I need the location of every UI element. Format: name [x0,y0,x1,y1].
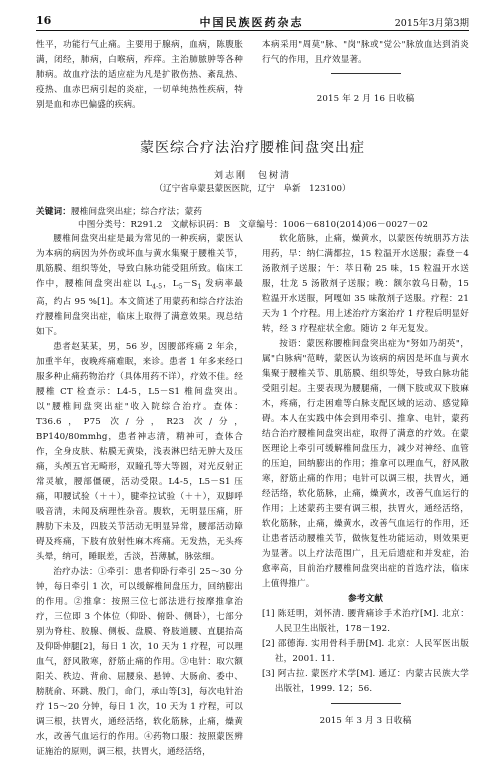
classification-line: 中图分类号：R291.2 文献标识码：B 文章编号：1006－6810(2014)06－0027－02 [78,220,429,230]
reference-3: [3] 阿古拉. 蒙医疗术学[M]. 通辽：内蒙古民族大学出版社，1999. 12；56. [262,669,469,694]
left-para-3: 治疗办法：①牵引：患者仰卧行牵引 25～30 分钟，每日牵引 1 次，可以缓解椎间盘压力，回纳膨出的作用。②推拿：按照三位七部法进行按摩推拿治疗，三位即 3 个体位（仰卧、俯卧、侧卧），七部分别为脊柱、胶腺、侧板、盘膜、脊肢道腰、直腿抬高及仰卧伸腿[2]，每日 1 次，10 天为 1 疗程，可以理血气，舒风散寒，舒筋止痛的作用。③电针：取穴额阳关、秩边、背俞、屈腰泉、悬钟、大肠俞、委中、膀胱俞、环跳、殷门，命门，承山等[3]，每次电针治疗 15～20 分钟，每日 1 次，10 天为 1 疗程，可以调三根，扶胃火，通经活络，软化筋脉，止痛，燥黄水，改善气血运行的作用。④药物口服：按照蒙医辨证施治的原则，调三根，扶胃火，通经活络， [36,566,243,757]
reference-1: [1] 陈廷明，刘怀清. 腰背痛诊手术治疗[M]. 北京：人民卫生出版社，178－192. [262,609,469,634]
keywords: 腰椎间盘突出症；综合疗法；蒙药 [70,207,203,217]
issue-info: 2015年3月第3期 [394,18,469,29]
body-right-column [262,232,469,729]
top-left-continuation: 性平，功能行气止痛。主要用于腺病，血病，陈腹胀满，闭经，肺病，白喉病，痄痒。主治肺脓肿等各种肺病。故血疗法的适应症为凡是扩散伤热、紊乱热、疫热、血赤巴病引起的炎症，一切单纯热性疾病，特别是血和赤巴偏盛的疾病。 [36,40,243,110]
received-date-2: 2015 年 3 月 3 日收稿 [319,716,412,726]
article-affiliation: （辽宁省阜蒙县蒙医医院，辽宁 阜新 123100） [154,184,351,194]
reference-2: [2] 邵德海. 实用骨科手册[M]. 北京：人民军医出版社，2001. 11. [262,639,469,664]
header-rule [36,30,469,31]
article-title: 蒙医综合疗法治疗腰椎间盘突出症 [140,140,365,156]
separator-rule [331,73,401,74]
page-number: 16 [36,14,52,27]
keywords-label: 关键词： [36,207,71,217]
right-para-2: 按语：蒙医称腰椎间盘突出症为"努如乃胡英"，属"白脉病"范畴，蒙医认为该病的病因是坏血与黄水集聚于腰椎关节、肌筋膜、组织等处，导致白脉功能受阻引起。主要表现为腰腿痛，一侧下肢或双下肢麻木，疼痛，行走困难等白脉支配区域的运动、感觉障碍。本人在实践中体会到用牵引、推拿、电针，蒙药结合治疗腰椎间盘突出症，取得了满意的疗效。在蒙医理论上牵引可缓解椎间盘压力，减少对神经、血管的压迫，回纳膨出的作用；推拿可以理血气，舒风散寒，舒筋止痛的作用；电针可以调三根，扶胃火，通经活络，软化筋脉，止痛，燥黄水，改善气血运行的作用；上述蒙药主要有调三根，扶胃火，通经活络，软化筋脉，止痛，燥黄水，改善气血运行的作用，还让患者活动腰椎关节，做恢复性功能运动，则效果更为显著。以上疗法范围广，且无后遗症和并发症，治愈率高，目前治疗腰椎间盘突出症的首选疗法，临床上值得推广。 [262,339,469,589]
received-date-1: 2015 年 2 月 16 日收稿 [316,94,415,104]
article-authors: 刘志刚 包树清 [213,171,291,181]
right-para-1: 软化筋脉，止痛，燥黄水，以蒙医传统朋苏方法用药，早：纳仁满都拉，15 粒温开水送服；森登－4 汤散剂子送服；午：萃日勒 25 味，15 粒温开水送服，壮龙 5 汤散剂子送服；晚：额尔敦乌日勒，15 粒温开水送服，阿嘎如 35 味散剂子送服。疗程：21 天为 1 个疗程。用上述治疗方案治疗 1 疗程后明显好转，经 3 疗程症状全愈。随访 2 年无复发。 [262,234,469,334]
top-right-continuation: 本病采用"周莫"脉、"岗"脉或"觉公"脉放血达到消炎行气的作用，且疗效显著。 2015 年 2 月 16 日收稿 [262,38,469,107]
left-para-2: 患者赵某某，男，56 岁，因腰部疼痛 2 年余，加重半年，夜晚疼痛难眠，来诊。患者 1 年多来经口服多种止痛药物治疗（具体用药不详），疗效不佳。经腰椎 CT 检查示：L4-5，L5－S1 椎间盘突出。以"腰椎间盘突出症"收入院综合治疗。查体：T36.6，P75 次/分，R23 次/分，BP140/80mmhg，患者神志清，精神可，查体合作，全身皮肤、粘膜无黄染，浅表淋巴结无肿大及压痛，头颅五官无畸形，双瞳孔等大等圆，对光反射正常灵敏，腰部僵硬，活动受限。L4-5，L5－S1 压痛，叩腰试验（＋＋），腱牵拉试验（＋＋），双脚呼吸音清，未闻及病理性杂音。腹软，无明显压痛，肝脾肋下未及，四肢关节活动无明显异常，腰部活动障碍及疼痛，下肢有放射性麻木疼痛。无发热，无头疼头晕，纳可，睡眠差，舌淡，苔薄腻，脉弦细。 [36,341,243,562]
references-title: 参考文献 [348,594,383,604]
body-left-column [36,232,243,760]
journal-title: 中国民族医药杂志 [199,16,304,29]
separator-rule-2 [331,703,401,704]
left-para-1: 腰椎间盘突出症是最为常见的一种疾病，蒙医认为本病的病因为外伤或坏血与黄水集聚于腰椎关节，肌筋膜、组织等处，导致白脉功能受阻所致。临床工作中，腰椎间盘突出症以 $L_{4-5}$，$L_5-S_1$ 发病率最高，约占 95 %[1]。本文简述了用蒙药和综合疗法治疗腰椎间盘突出症，临床上取得了满意效果。现总结如下。 [36,234,244,337]
